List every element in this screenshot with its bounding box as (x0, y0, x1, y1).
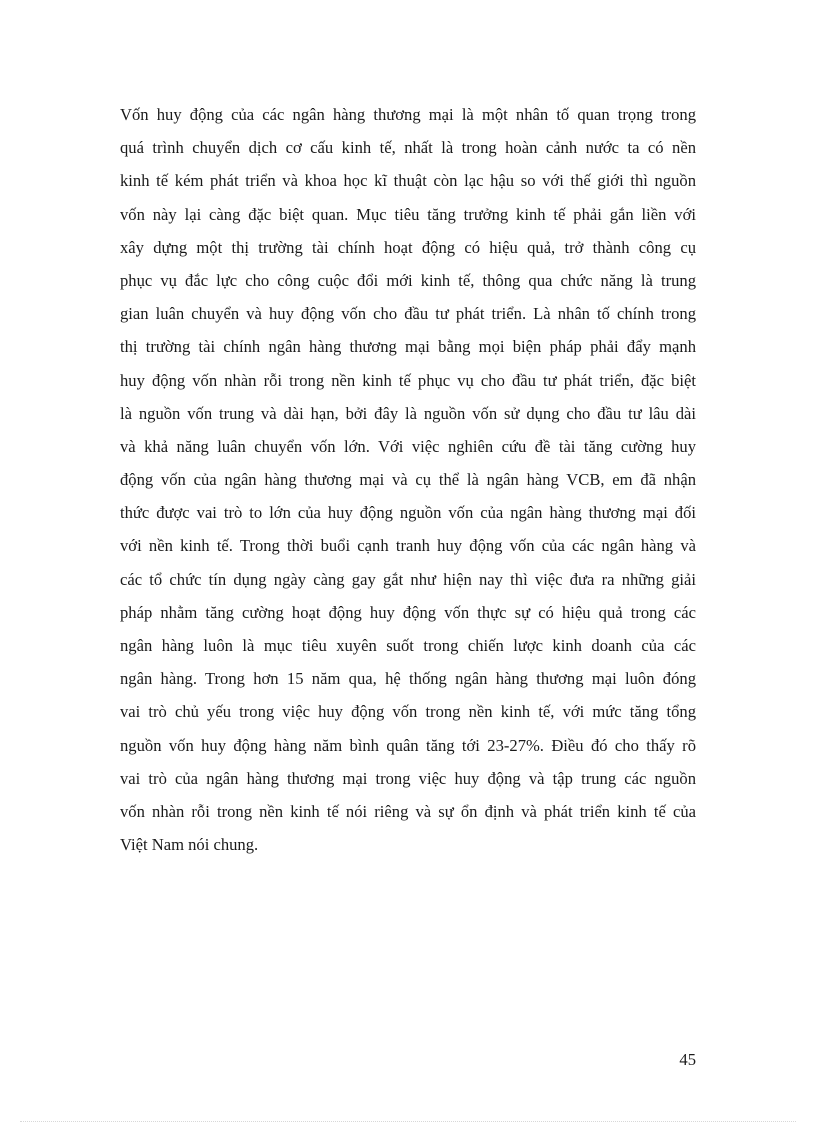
body-paragraph (120, 98, 696, 861)
paragraph-line: quá trình chuyển dịch cơ cấu kinh tế, nhất là trong hoàn cảnh nước ta có nền (120, 138, 696, 158)
paragraph-line: Vốn huy động của các ngân hàng thương mại là một nhân tố quan trọng trong (120, 105, 696, 124)
paragraph-line: vốn nhàn rỗi trong nền kinh tế nói riêng và sự ổn định và phát triển kinh tế của (120, 801, 696, 821)
paragraph-line: gian luân chuyển và huy động vốn cho đầu tư phát triển. Là nhân tố chính trong (120, 304, 696, 324)
paragraph-line: thức được vai trò to lớn của huy động nguồn vốn của ngân hàng thương mại đối (120, 503, 696, 523)
paragraph-line: xây dựng một thị trường tài chính hoạt động có hiệu quả, trở thành công cụ (120, 237, 696, 257)
paragraph-line: các tổ chức tín dụng ngày càng gay gắt như hiện nay thì việc đưa ra những giải (120, 569, 696, 589)
paragraph-line: huy động vốn nhàn rỗi trong nền kinh tế phục vụ cho đầu tư phát triển, đặc biệt (120, 370, 696, 390)
paragraph-line: pháp nhằm tăng cường hoạt động huy động vốn thực sự có hiệu quả trong các (120, 602, 696, 622)
page-number: 45 (679, 1050, 696, 1069)
paragraph-line: là nguồn vốn trung và dài hạn, bởi đây là nguồn vốn sử dụng cho đầu tư lâu dài (120, 403, 696, 423)
paragraph-line: ngân hàng luôn là mục tiêu xuyên suốt trong chiến lược kinh doanh của các (120, 636, 696, 655)
paragraph-line: vốn này lại càng đặc biệt quan. Mục tiêu tăng trưởng kinh tế phải gắn liền với (120, 204, 696, 224)
paragraph-line: thị trường tài chính ngân hàng thương mại bằng mọi biện pháp phải đẩy mạnh (120, 337, 696, 357)
paragraph-line: kinh tế kém phát triển và khoa học kĩ thuật còn lạc hậu so với thế giới thì nguồn (120, 171, 696, 191)
paragraph-line: và khả năng luân chuyển vốn lớn. Với việc nghiên cứu đề tài tăng cường huy (120, 436, 696, 456)
paragraph-line: vai trò của ngân hàng thương mại trong việc huy động và tập trung các nguồn (120, 768, 696, 788)
paragraph-line: động vốn của ngân hàng thương mại và cụ thể là ngân hàng VCB, em đã nhận (120, 470, 696, 490)
paragraph-line: nguồn vốn huy động hàng năm bình quân tăng tới 23-27%. Điều đó cho thấy rõ (120, 735, 696, 755)
paragraph-line: phục vụ đắc lực cho công cuộc đổi mới kinh tế, thông qua chức năng là trung (120, 270, 696, 290)
paragraph-line: với nền kinh tế. Trong thời buổi cạnh tranh huy động vốn của các ngân hàng và (120, 536, 696, 556)
page-bottom-divider (20, 1121, 796, 1122)
paragraph-line: vai trò chủ yếu trong việc huy động vốn trong nền kinh tế, với mức tăng tổng (120, 702, 696, 722)
paragraph-line: ngân hàng. Trong hơn 15 năm qua, hệ thống ngân hàng thương mại luôn đóng (120, 669, 696, 689)
paragraph-line: Việt Nam nói chung. (120, 835, 259, 855)
